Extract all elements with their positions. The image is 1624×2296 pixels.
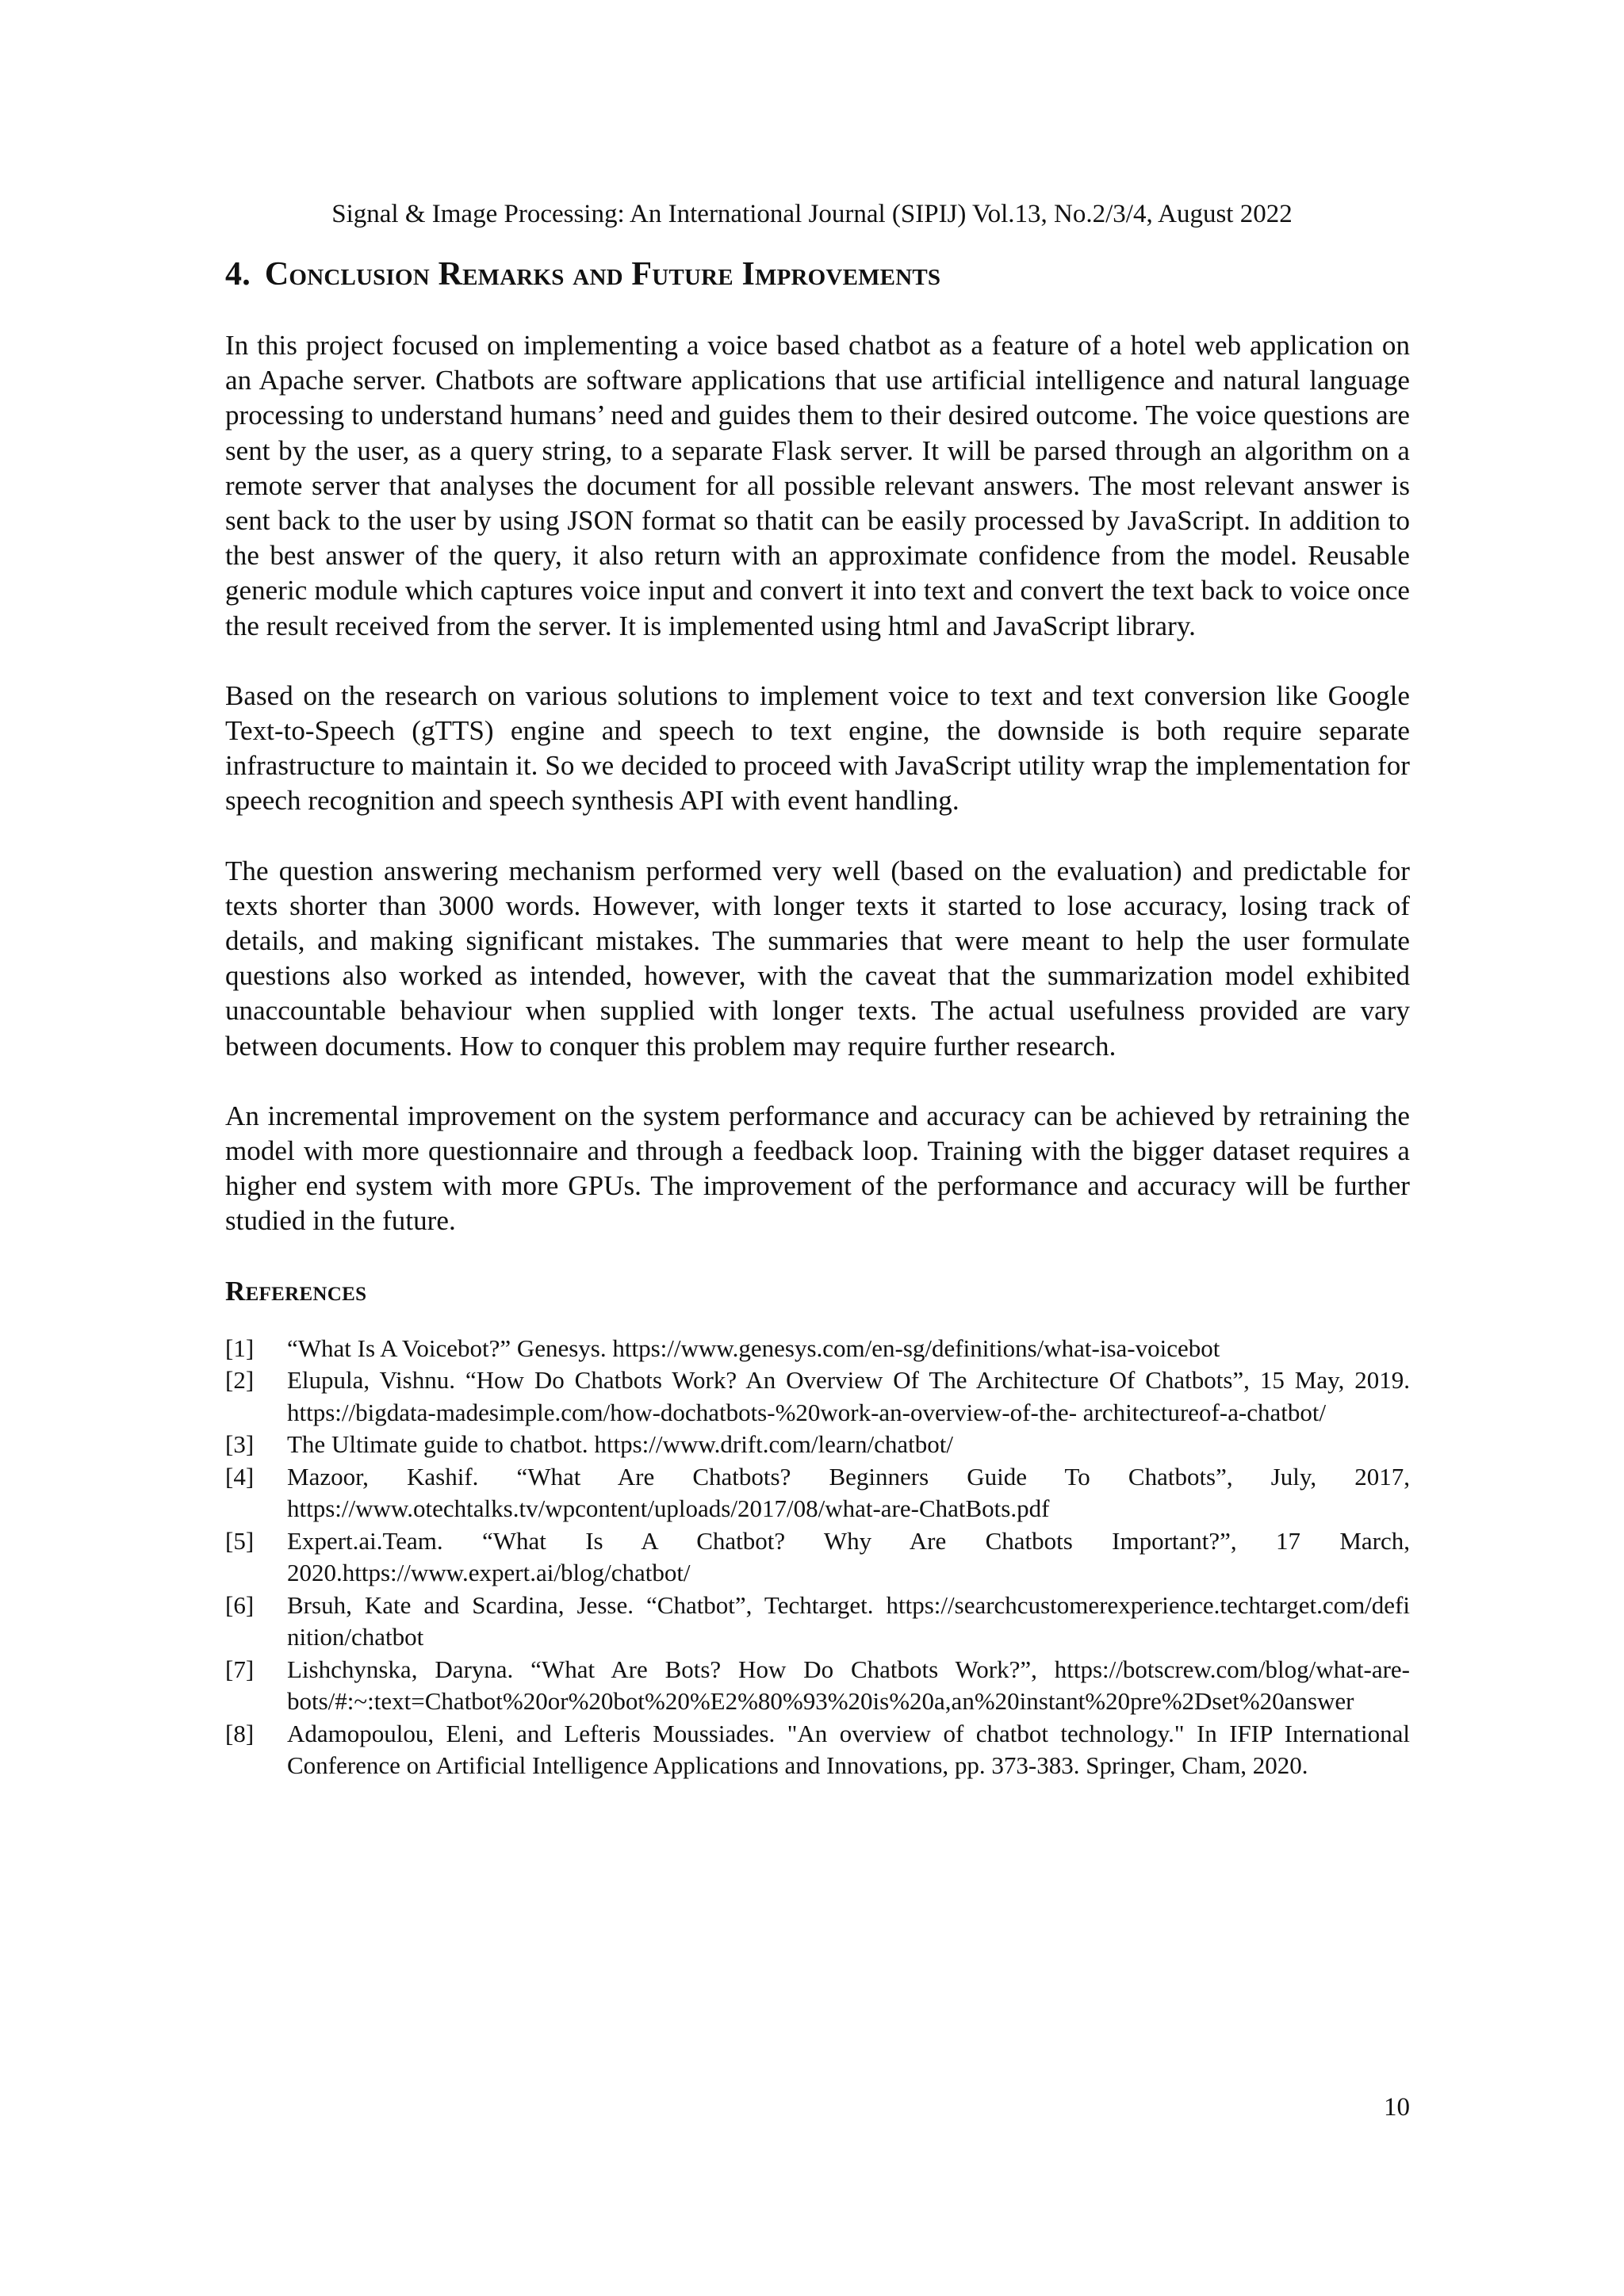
paragraph-1: In this project focused on implementing a voice based chatbot as a feature of a hotel web application on an Apache server. Chatbots are software applications that use artificial intelligence and natural language processing to understand humans’ need and guides them to their desired outcome. The voice questions are sent by the user, as a query string, to a separate Flask server. It will be parsed through an algorithm on a remote server that analyses the document for all possible relevant answers. The most relevant answer is sent back to the user by using JSON format so thatit can be easily processed by JavaScript. In addition to the best answer of the query, it also return with an approximate confidence from the model. Reusable generic module which captures voice input and convert it into text and convert the text back to voice once the result received from the server. It is implemented using html and JavaScript library. bbox=[225, 330, 1410, 641]
reference-number: [3] bbox=[225, 1430, 255, 1459]
reference-item bbox=[225, 1461, 1410, 1525]
reference-text: Adamopoulou, Eleni, and Lefteris Moussiades. "An overview of chatbot technology." In IFIP International Conference on Artificial Intelligence Applications and Innovations, pp. 373-383. Springer, Cham, 2020. bbox=[287, 1719, 1410, 1780]
reference-text: The Ultimate guide to chatbot. https://www.drift.com/learn/chatbot/ bbox=[287, 1430, 953, 1459]
reference-text: Brsuh, Kate and Scardina, Jesse. “Chatbot”, Techtarget. https://searchcustomerexperience.techtarget.com/defi nition/chatbot bbox=[287, 1590, 1410, 1651]
reference-number: [4] bbox=[225, 1462, 255, 1490]
reference-item bbox=[225, 1364, 1410, 1429]
reference-number: [6] bbox=[225, 1590, 255, 1619]
reference-item bbox=[225, 1525, 1410, 1590]
paragraph-2: Based on the research on various solutions to implement voice to text and text conversion like Google Text-to-Speech (gTTS) engine and speech to text engine, the downside is both require separate infrastructure to maintain it. So we decided to proceed with JavaScript utility wrap the implementation for speech recognition and speech synthesis API with event handling. bbox=[225, 679, 1410, 817]
paragraph-3: The question answering mechanism performed very well (based on the evaluation) and predictable for texts shorter than 3000 words. However, with longer texts it started to lose accuracy, losing track of details, and making significant mistakes. The summaries that were meant to help the user formulate questions also worked as intended, however, with the caveat that the summarization model exhibited unaccountable behaviour when supplied with longer texts. The actual usefulness provided are vary between documents. How to conquer this problem may require further research. bbox=[225, 855, 1410, 1062]
reference-text: Elupula, Vishnu. “How Do Chatbots Work? An Overview Of The Architecture Of Chatbots”, 15 May, 2019. https://bigdata-madesimple.com/how-dochatbots-%20work-an-overview-of-the- architectureof-a-chatbot/ bbox=[287, 1366, 1410, 1426]
section-number: 4. bbox=[225, 256, 251, 293]
paragraph-4: An incremental improvement on the system performance and accuracy can be achieved by retraining the model with more questionnaire and through a feedback loop. Training with the bigger dataset requires a higher end system with more GPUs. The improvement of the performance and accuracy will be further studied in the future. bbox=[225, 1100, 1410, 1237]
reference-number: [1] bbox=[225, 1334, 255, 1362]
section-title: Conclusion Remarks and Future Improvements bbox=[264, 256, 941, 293]
reference-item bbox=[225, 1429, 1410, 1461]
reference-number: [5] bbox=[225, 1526, 255, 1555]
reference-number: [7] bbox=[225, 1655, 255, 1683]
reference-list bbox=[225, 1333, 1410, 1782]
section-heading bbox=[225, 252, 1410, 297]
reference-item bbox=[225, 1654, 1410, 1718]
page-content bbox=[225, 252, 1410, 1782]
page-number: 10 bbox=[1384, 2093, 1410, 2122]
reference-text: Mazoor, Kashif. “What Are Chatbots? Beginners Guide To Chatbots”, July, 2017, https://www.otechtalks.tv/wpcontent/uploads/2017/08/what-are-ChatBots.pdf bbox=[287, 1462, 1410, 1523]
reference-text: Lishchynska, Daryna. “What Are Bots? How Do Chatbots Work?”, https://botscrew.com/blog/what-are-bots/#:~:text=Chatbot%20or%20bot%20%E2%80%93%20is%20a,an%20instant%20pre%2Dset%20answer bbox=[287, 1655, 1410, 1716]
reference-item bbox=[225, 1333, 1410, 1365]
reference-text: “What Is A Voicebot?” Genesys. https://www.genesys.com/en-sg/definitions/what-isa-voicebot bbox=[287, 1334, 1220, 1362]
reference-text: Expert.ai.Team. “What Is A Chatbot? Why Are Chatbots Important?”, 17 March, 2020.https://www.expert.ai/blog/chatbot/ bbox=[287, 1526, 1410, 1587]
reference-number: [8] bbox=[225, 1719, 255, 1747]
reference-number: [2] bbox=[225, 1366, 255, 1395]
reference-item bbox=[225, 1590, 1410, 1654]
reference-item bbox=[225, 1718, 1410, 1782]
running-header: Signal & Image Processing: An International Journal (SIPIJ) Vol.13, No.2/3/4, August 2022 bbox=[331, 200, 1293, 228]
references-heading: References bbox=[225, 1275, 367, 1307]
